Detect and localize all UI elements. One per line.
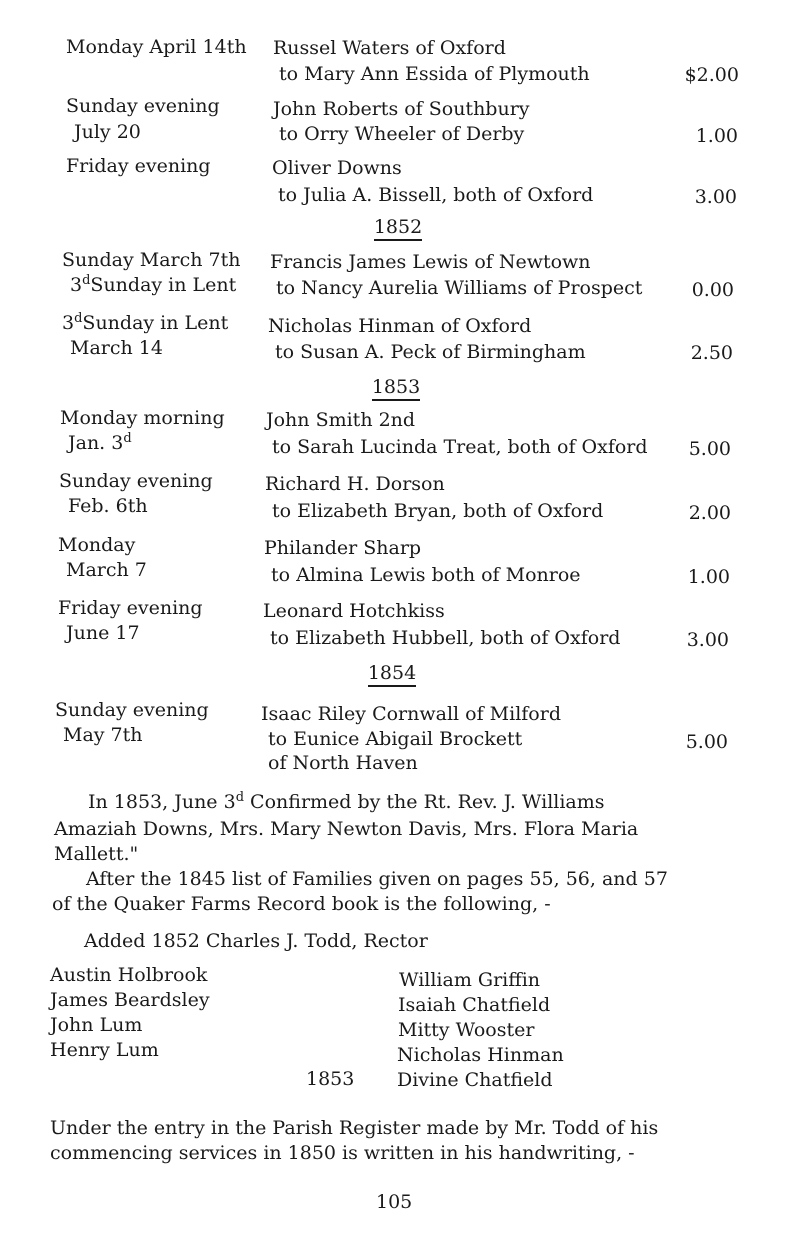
names-year: 1853 <box>306 1068 355 1090</box>
entry-groom: Francis James Lewis of Newtown <box>270 251 591 273</box>
entry-date: Friday evening <box>66 155 211 177</box>
entry-date-detail: July 20 <box>74 121 141 143</box>
entry-date: Sunday evening <box>59 470 213 492</box>
entry-groom: Philander Sharp <box>264 537 422 559</box>
entry-fee: 1.00 <box>695 125 738 147</box>
entry-fee: 2.50 <box>690 342 733 364</box>
register-line: commencing services in 1850 is written in his handwriting, - <box>50 1142 635 1164</box>
family-name: John Lum <box>50 1014 143 1036</box>
entry-date: Sunday March 7th <box>62 249 241 271</box>
added-line: Added 1852 Charles J. Todd, Rector <box>84 930 428 952</box>
entry-bride: to Orry Wheeler of Derby <box>279 123 525 145</box>
page-number: 105 <box>376 1191 413 1213</box>
confirmation-line: In 1853, June 3$^d$ Confirmed by the Rt. Rev. J. Williams <box>88 790 605 813</box>
entry-bride: to Sarah Lucinda Treat, both of Oxford <box>272 436 648 458</box>
entry-fee: 3.00 <box>694 186 737 208</box>
entry-bride: to Nancy Aurelia Williams of Prospect <box>276 277 643 299</box>
entry-date-detail: May 7th <box>63 724 143 746</box>
entry-fee: 5.00 <box>688 438 731 460</box>
entry-fee: 1.00 <box>687 566 730 588</box>
entry-fee: 0.00 <box>691 279 734 301</box>
entry-date: Monday <box>58 534 136 556</box>
family-name: Mitty Wooster <box>398 1019 535 1041</box>
entry-date: Friday evening <box>58 597 203 619</box>
entry-groom: Russel Waters of Oxford <box>273 37 506 59</box>
entry-date-detail: March 14 <box>70 337 163 359</box>
entry-fee: 2.00 <box>688 502 731 524</box>
entry-bride-residence: of North Haven <box>268 752 418 774</box>
entry-groom: Leonard Hotchkiss <box>263 600 445 622</box>
entry-date: 3$^d$Sunday in Lent <box>62 311 229 334</box>
families-line: After the 1845 list of Families given on pages 55, 56, and 57 <box>86 868 668 890</box>
entry-groom: Richard H. Dorson <box>265 473 445 495</box>
entry-fee: 5.00 <box>685 731 728 753</box>
entry-date-detail: 3$^d$Sunday in Lent <box>70 273 237 296</box>
family-name: Isaiah Chatfield <box>398 994 551 1016</box>
entry-bride: to Elizabeth Hubbell, both of Oxford <box>270 627 621 649</box>
entry-groom: John Smith 2nd <box>266 409 416 431</box>
year-heading: 1852 <box>358 216 438 238</box>
entry-date: Monday April 14th <box>66 36 247 58</box>
entry-groom: John Roberts of Southbury <box>273 98 530 120</box>
entry-groom: Nicholas Hinman of Oxford <box>268 315 532 337</box>
entry-bride: to Julia A. Bissell, both of Oxford <box>278 184 594 206</box>
year-heading: 1854 <box>352 662 432 684</box>
entry-bride: to Almina Lewis both of Monroe <box>271 564 581 586</box>
family-name: Henry Lum <box>50 1039 159 1061</box>
entry-date: Monday morning <box>60 407 225 429</box>
entry-date-detail: Jan. 3$^d$ <box>68 431 132 454</box>
family-name: Nicholas Hinman <box>397 1044 564 1066</box>
entry-bride: to Eunice Abigail Brockett <box>268 728 523 750</box>
year-heading: 1853 <box>356 376 436 398</box>
families-line: of the Quaker Farms Record book is the following, - <box>52 893 551 915</box>
confirmation-line: Amaziah Downs, Mrs. Mary Newton Davis, Mrs. Flora Maria <box>54 818 639 840</box>
entry-groom: Isaac Riley Cornwall of Milford <box>261 703 561 725</box>
entry-groom: Oliver Downs <box>272 157 402 179</box>
entry-date-detail: Feb. 6th <box>68 495 148 517</box>
family-name: William Griffin <box>399 969 541 991</box>
entry-bride: to Mary Ann Essida of Plymouth <box>279 63 590 85</box>
entry-fee: $2.00 <box>684 64 739 86</box>
entry-date: Sunday evening <box>55 699 209 721</box>
confirmation-line: Mallett." <box>54 843 139 865</box>
family-name: James Beardsley <box>50 989 210 1011</box>
entry-bride: to Susan A. Peck of Birmingham <box>275 341 586 363</box>
entry-date: Sunday evening <box>66 95 220 117</box>
entry-date-detail: March 7 <box>66 559 147 581</box>
register-line: Under the entry in the Parish Register made by Mr. Todd of his <box>50 1117 659 1139</box>
family-name: Divine Chatfield <box>397 1069 553 1091</box>
entry-date-detail: June 17 <box>66 622 140 644</box>
entry-bride: to Elizabeth Bryan, both of Oxford <box>272 500 604 522</box>
family-name: Austin Holbrook <box>50 964 208 986</box>
entry-fee: 3.00 <box>686 629 729 651</box>
